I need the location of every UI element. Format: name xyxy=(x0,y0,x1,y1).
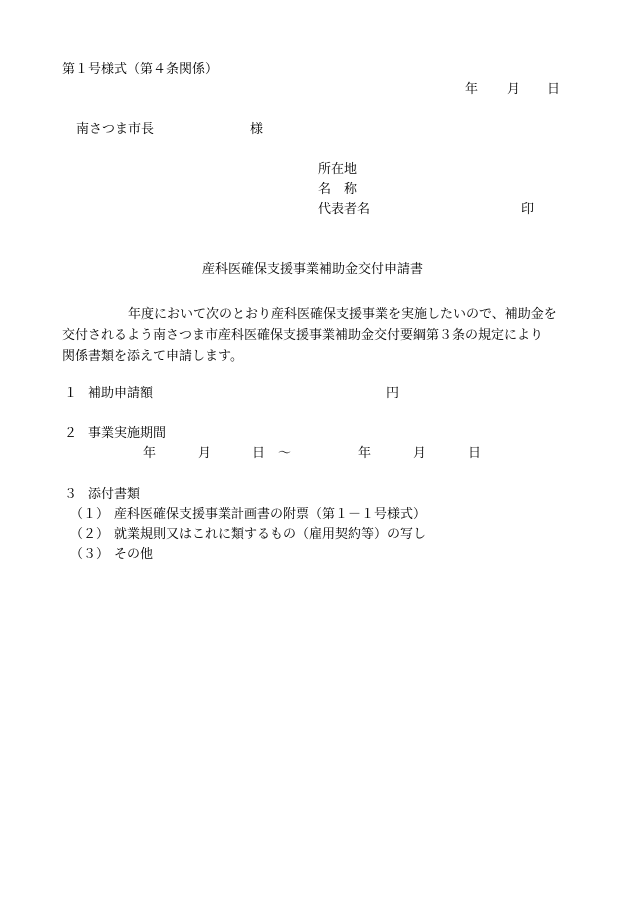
date-day-label: 日 xyxy=(547,82,561,97)
body-line-1: 年度において次のとおり産科医確保支援事業を実施したいので、補助金を xyxy=(128,307,557,322)
applicant-representative-label: 代表者名 xyxy=(318,202,371,217)
period-separator: ～ xyxy=(278,446,292,461)
attachment-3-number: （３） xyxy=(70,547,110,562)
item1-label: 補助申請額 xyxy=(88,386,154,401)
applicant-address-label: 所在地 xyxy=(318,162,358,177)
body-line-2: 交付されるよう南さつま市産科医確保支援事業補助金交付要綱第３条の規定により xyxy=(62,328,544,343)
date-year-label: 年 xyxy=(465,82,479,97)
period-start-month: 月 xyxy=(198,446,212,461)
item1-unit: 円 xyxy=(386,386,400,401)
body-paragraph xyxy=(62,304,582,367)
item1-number: １ xyxy=(64,386,78,401)
item3-number: ３ xyxy=(64,487,78,502)
applicant-name-label: 名 称 xyxy=(318,182,358,197)
attachment-3-text: その他 xyxy=(114,547,154,562)
attachment-2-number: （２） xyxy=(70,527,110,542)
attachment-1-number: （１） xyxy=(70,507,110,522)
addressee-name: 南さつま市長 xyxy=(76,122,155,137)
period-end-month: 月 xyxy=(413,446,427,461)
period-end-year: 年 xyxy=(358,446,372,461)
date-month-label: 月 xyxy=(507,82,521,97)
item2-label: 事業実施期間 xyxy=(88,426,167,441)
body-line-3: 関係書類を添えて申請します。 xyxy=(62,349,243,364)
addressee-honorific: 様 xyxy=(250,122,264,137)
period-start-year: 年 xyxy=(143,446,157,461)
seal-mark: 印 xyxy=(521,202,535,217)
attachment-2-text: 就業規則又はこれに類するもの（雇用契約等）の写し xyxy=(114,527,427,542)
period-end-day: 日 xyxy=(468,446,482,461)
item2-number: ２ xyxy=(64,426,78,441)
document-title: 産科医確保支援事業補助金交付申請書 xyxy=(202,262,424,277)
form-number: 第１号様式（第４条関係） xyxy=(62,62,219,77)
item3-label: 添付書類 xyxy=(88,487,141,502)
attachment-1-text: 産科医確保支援事業計画書の附票（第１－１号様式） xyxy=(114,507,427,522)
period-start-day: 日 xyxy=(252,446,266,461)
